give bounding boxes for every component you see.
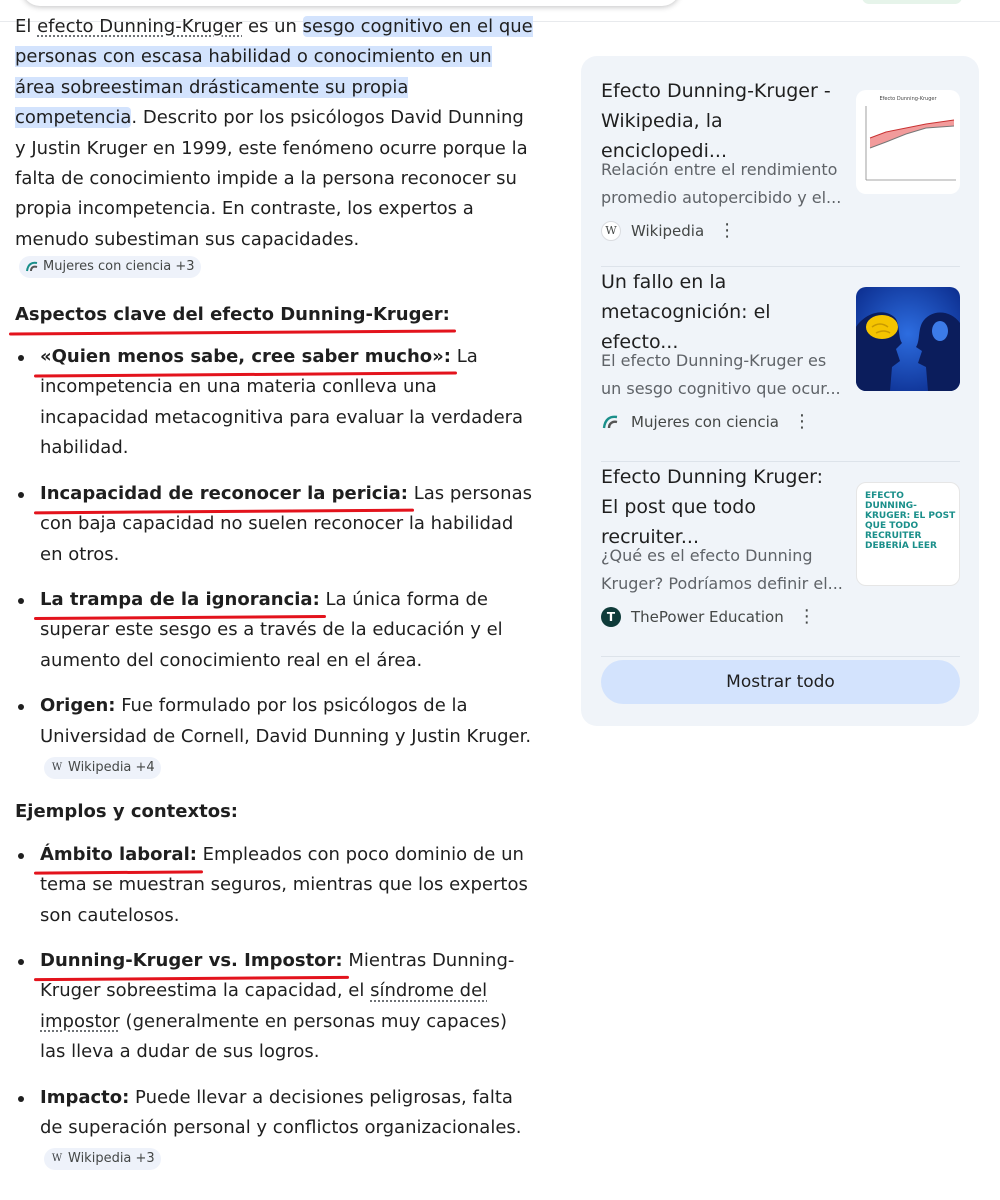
card-description: El efecto Dunning-Kruger es un sesgo cognitivo que ocur... bbox=[601, 351, 841, 398]
card-source: Mujeres con ciencia ⋮ bbox=[601, 411, 810, 432]
term-link[interactable]: efecto Dunning-Kruger bbox=[37, 16, 243, 37]
top-right-control[interactable] bbox=[862, 0, 962, 4]
thumb-chart-title: Efecto Dunning-Kruger bbox=[879, 96, 937, 102]
thepower-icon: T bbox=[601, 607, 621, 627]
card-thumbnail bbox=[856, 287, 960, 391]
more-options-icon[interactable]: ⋮ bbox=[797, 606, 815, 627]
card-description: Relación entre el rendimiento promedio autopercibido y el... bbox=[601, 160, 842, 207]
card-title[interactable]: Un fallo en la metacognición: el efecto... bbox=[601, 271, 771, 353]
list-item: Ámbito laboral: Empleados con poco dominio de un tema se muestran seguros, mientras que los expertos son cautelosos. bbox=[15, 840, 535, 931]
sources-panel bbox=[581, 56, 979, 726]
card-title[interactable]: Efecto Dunning-Kruger - Wikipedia, la enciclopedi... bbox=[601, 80, 831, 162]
source-chip[interactable]: W Wikipedia +4 bbox=[44, 757, 161, 779]
show-all-button[interactable]: Mostrar todo bbox=[601, 660, 960, 704]
card-source: W Wikipedia ⋮ bbox=[601, 220, 735, 241]
ai-overview-answer bbox=[15, 12, 535, 1189]
list-item: Origen: Fue formulado por los psicólogos de la Universidad de Cornell, David Dunning y Justin Kruger. W Wikipedia +4 bbox=[15, 691, 535, 782]
search-box[interactable] bbox=[22, 0, 680, 6]
wikipedia-icon: W bbox=[51, 761, 63, 773]
source-card-mujeres[interactable] bbox=[601, 267, 960, 462]
examples-heading: Ejemplos y contextos: bbox=[15, 801, 238, 823]
highlighted-definition: sesgo cognitivo en el que personas con escasa habilidad o conocimiento en un área sobreestiman drásticamente su propia competencia bbox=[15, 16, 533, 129]
thumb-text: EFECTO DUNNING-KRUGER: EL POST QUE TODO RECRUITER DEBERÍA LEER bbox=[865, 491, 956, 551]
source-card-thepower[interactable] bbox=[601, 462, 960, 657]
aspects-list bbox=[15, 342, 535, 782]
more-options-icon[interactable]: ⋮ bbox=[792, 411, 810, 432]
wikipedia-icon: W bbox=[601, 221, 621, 241]
card-description: ¿Qué es el efecto Dunning Kruger? Podríamos definir el... bbox=[601, 546, 843, 593]
wikipedia-icon: W bbox=[51, 1153, 63, 1165]
list-item: Impacto: Puede llevar a decisiones peligrosas, falta de superación personal y conflictos organizacionales. W Wikipedia +3 bbox=[15, 1083, 535, 1174]
list-item: Dunning-Kruger vs. Impostor: Mientras Dunning-Kruger sobreestima la capacidad, el síndrome del impostor (generalmente en personas muy capaces) las lleva a dudar de sus logros. bbox=[15, 946, 535, 1068]
more-options-icon[interactable]: ⋮ bbox=[718, 220, 736, 241]
card-source: T ThePower Education ⋮ bbox=[601, 606, 815, 627]
examples-list bbox=[15, 840, 535, 1174]
list-item: «Quien menos sabe, cree saber mucho»: La incompetencia en una materia conlleva una incapacidad metacognitiva para evaluar la verdadera habilidad. bbox=[15, 342, 535, 464]
intro-paragraph: El efecto Dunning-Kruger es un sesgo cognitivo en el que personas con escasa habilidad o conocimiento en un área sobreestiman drásticamente su propia competencia. Descrito por los psicólogos David Dunning y Justin Kruger en 1999, este fenómeno ocurre porque la falta de conocimiento impide a la persona reconocer su propia incompetencia. En contraste, los expertos a menudo subestiman sus capacidades. Mujeres con ciencia +3 bbox=[15, 12, 535, 286]
card-title[interactable]: Efecto Dunning Kruger: El post que todo recruiter... bbox=[601, 466, 824, 548]
card-thumbnail bbox=[856, 482, 960, 586]
source-card-wikipedia[interactable] bbox=[601, 72, 960, 267]
mujeres-con-ciencia-icon bbox=[25, 260, 39, 274]
aspects-heading: Aspectos clave del efecto Dunning-Kruger: bbox=[15, 300, 535, 330]
list-item: Incapacidad de reconocer la pericia: Las personas con baja capacidad no suelen reconocer la habilidad en otros. bbox=[15, 479, 535, 570]
mujeres-con-ciencia-icon bbox=[601, 412, 621, 432]
source-chip[interactable]: Mujeres con ciencia +3 bbox=[19, 256, 201, 278]
impostor-link[interactable]: síndrome del impostor bbox=[40, 980, 488, 1032]
card-thumbnail bbox=[856, 90, 960, 194]
list-item: La trampa de la ignorancia: La única forma de superar este sesgo es a través de la educación y el aumento del conocimiento real en el área. bbox=[15, 585, 535, 676]
source-chip[interactable]: W Wikipedia +3 bbox=[44, 1148, 161, 1170]
